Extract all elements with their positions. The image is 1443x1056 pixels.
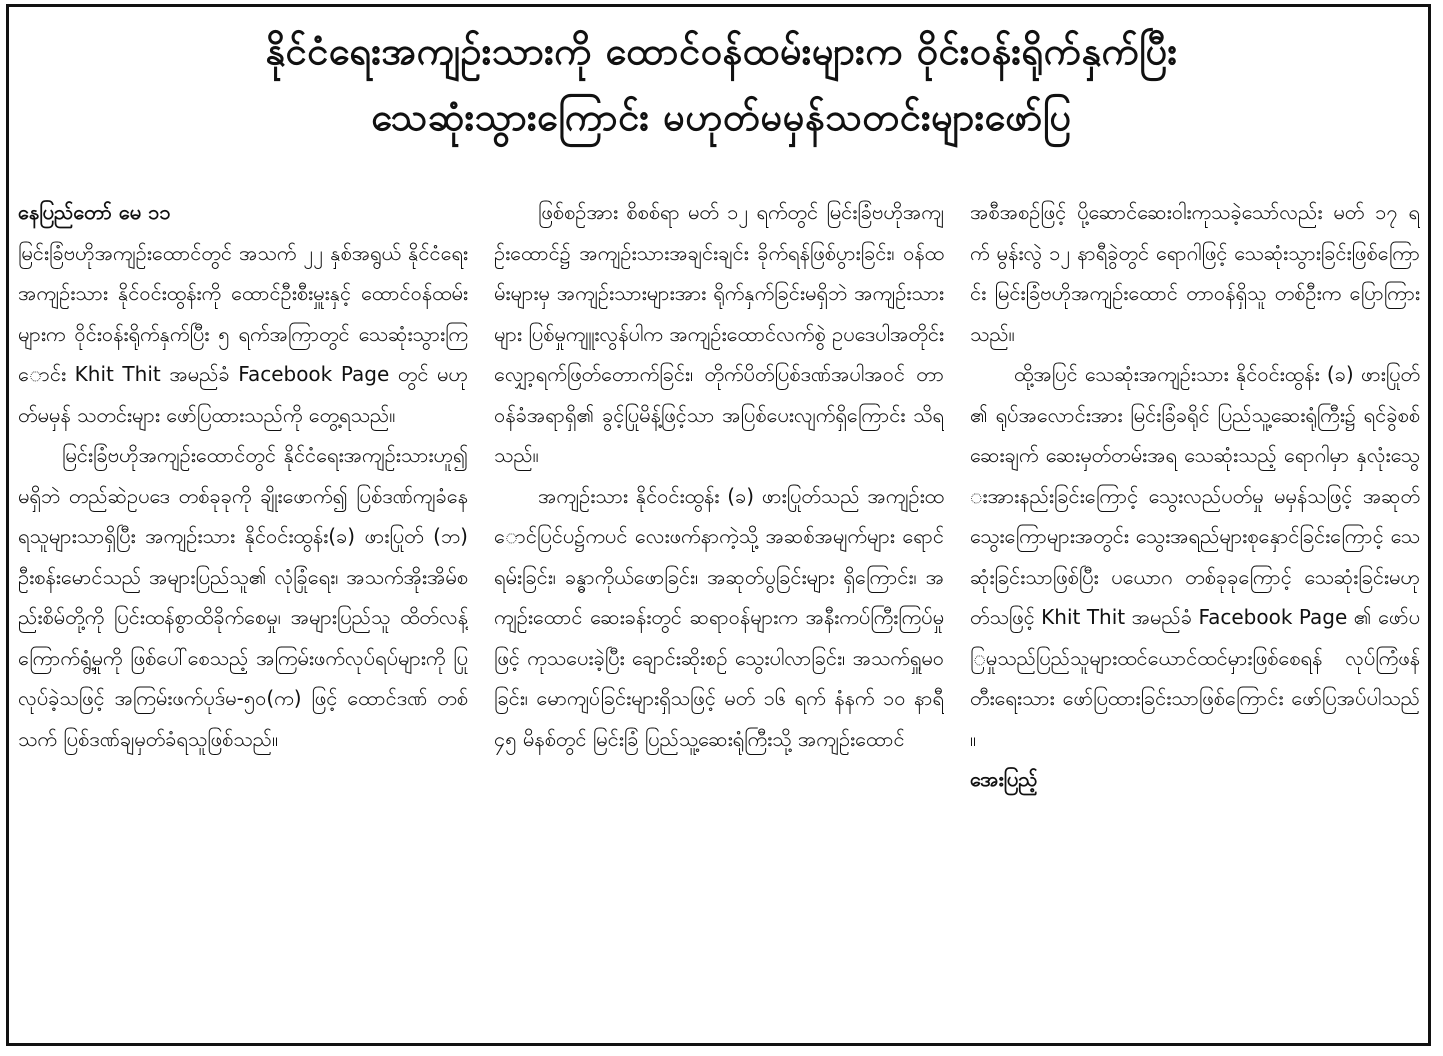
paragraph: မြင်းခြံဗဟိုအကျဉ်းထောင်တွင် နိုင်ငံရေးအကျဉ်းသားဟူ၍မရှိဘဲ တည်ဆဲဥပဒေ တစ်ခုခုကို ချိုးဖောက်၍ ပြစ်ဒဏ်ကျခံနေရသူများသာရှိပြီး အကျဉ်းသား နိုင်ဝင်းထွန်း(ခ) ဖားပြုတ် (ဘ) ဦးစန်းမောင်သည် အများပြည်သူ၏ လုံခြုံရေး၊ အသက်အိုးအိမ်စည်းစိမ်တို့ကို ပြင်းထန်စွာထိခိုက်စေမှု၊ အများပြည်သူ ထိတ်လန့်ကြောက်ရွံ့မှုကို ဖြစ်ပေါ်စေသည့် အကြမ်းဖက်လုပ်ရပ်များကို ပြုလုပ်ခဲ့သဖြင့် အကြမ်းဖက်ပုဒ်မ-၅၀(က) ဖြင့် ထောင်ဒဏ် တစ်သက် ပြစ်ဒဏ်ချမှတ်ခံရသူဖြစ်သည်။ — [18, 443, 468, 751]
column-3 — [970, 192, 1420, 1032]
headline — [10, 18, 1433, 150]
headline-line-2: သေဆုံးသွားကြောင်း မဟုတ်မမှန်သတင်းများဖော်ပြ — [371, 95, 1072, 139]
paragraph: ဖြစ်စဉ်အား စိစစ်ရာ မတ် ၁၂ ရက်တွင် မြင်းခြံဗဟိုအကျဉ်းထောင်၌ အကျဉ်းသားအချင်းချင်း ခိုက်ရန်ဖြစ်ပွားခြင်း၊ ဝန်ထမ်းများမှ အကျဉ်းသားများအား ရိုက်နှက်ခြင်းမရှိဘဲ အကျဉ်းသားများ ပြစ်မှုကျူးလွန်ပါက အကျဉ်းထောင်လက်စွဲ ဥပဒေပါအတိုင်း လျှော့ရက်ဖြတ်တောက်ခြင်း၊ တိုက်ပိတ်ပြစ်ဒဏ်အပါအဝင် တာဝန်ခံအရာရှိ၏ ခွင့်ပြုမိန့်ဖြင့်သာ အပြစ်ပေးလျက်ရှိကြောင်း သိရသည်။ — [494, 200, 944, 467]
paragraph: အစီအစဉ်ဖြင့် ပို့ဆောင်ဆေးဝါးကုသခဲ့သော်လည်း မတ် ၁၇ ရက် မွန်းလွဲ ၁၂ နာရီခွဲတွင် ရောဂါဖြင့် သေဆုံးသွားခြင်းဖြစ်ကြောင်း မြင်းခြံဗဟိုအကျဉ်းထောင် တာဝန်ရှိသူ တစ်ဦးက ပြောကြားသည်။ — [970, 200, 1420, 346]
headline-line-1: နိုင်ငံရေးအကျဉ်းသားကို ထောင်ဝန်ထမ်းများက ဝိုင်းဝန်းရိုက်နှက်ပြီး — [265, 29, 1178, 73]
paragraph: ထို့အပြင် သေဆုံးအကျဉ်းသား နိုင်ဝင်းထွန်း (ခ) ဖားပြုတ်၏ ရုပ်အလောင်းအား မြင်းခြံခရိုင် ပြည်သူ့ဆေးရုံကြီး၌ ရင်ခွဲစစ်ဆေးချက် ဆေးမှတ်တမ်းအရ သေဆုံးသည့် ရောဂါမှာ နှလုံးသွေးအားနည်းခြင်းကြောင့် သွေးလည်ပတ်မှု မမှန်သဖြင့် အဆုတ်သွေးကြောများအတွင်း သွေးအရည်များစုနှောင်ခြင်းကြောင့် သေဆုံးခြင်းသာဖြစ်ပြီး ပယောဂ တစ်ခုခုကြောင့် သေဆုံးခြင်းမဟုတ်သဖြင့် Khit Thit အမည်ခံ Facebook Page ၏ ဖော်ပြမှုသည်ပြည်သူများထင်ယောင်ထင်မှားဖြစ်စေရန် လုပ်ကြံဖန်တီးရေးသား ဖော်ပြထားခြင်းသာဖြစ်ကြောင်း ဖော်ပြအပ်ပါသည်။ — [970, 362, 1420, 751]
article-body — [18, 192, 1420, 1032]
column-1 — [18, 192, 468, 1032]
column-2 — [494, 192, 944, 1032]
author-byline: အေးပြည့် — [970, 767, 1038, 791]
paragraph: အကျဉ်းသား နိုင်ဝင်းထွန်း (ခ) ဖားပြုတ်သည် အကျဉ်းထောင်ပြင်ပ၌ကပင် လေးဖက်နာကဲ့သို့ အဆစ်အမျက်များ ရောင်ရမ်းခြင်း၊ ခန္ဓာကိုယ်ဖောခြင်း၊ အဆုတ်ပွခြင်းများ ရှိကြောင်း၊ အကျဉ်းထောင် ဆေးခန်းတွင် ဆရာဝန်များက အနီးကပ်ကြီးကြပ်မှုဖြင့် ကုသပေးခဲ့ပြီး ချောင်းဆိုးစဉ် သွေးပါလာခြင်း၊ အသက်ရှူမဝခြင်း၊ မောကျပ်ခြင်းများရှိသဖြင့် မတ် ၁၆ ရက် နံနက် ၁၀ နာရီ ၄၅ မိနစ်တွင် မြင်းခြံ ပြည်သူ့ဆေးရုံကြီးသို့ အကျဉ်းထောင် — [494, 483, 944, 751]
dateline: နေပြည်တော် မေ ၁၁ — [18, 200, 171, 224]
paragraph: မြင်းခြံဗဟိုအကျဉ်းထောင်တွင် အသက် ၂၂ နှစ်အရွယ် နိုင်ငံရေးအကျဉ်းသား နိုင်ဝင်းထွန်းကို ထောင်ဦးစီးမှူးနှင့် ထောင်ဝန်ထမ်းများက ဝိုင်းဝန်းရိုက်နှက်ပြီး ၅ ရက်အကြာတွင် သေဆုံးသွားကြောင်း Khit Thit အမည်ခံ Facebook Page တွင် မဟုတ်မမှန် သတင်းများ ဖော်ပြထားသည်ကို တွေ့ရသည်။ — [18, 240, 468, 427]
